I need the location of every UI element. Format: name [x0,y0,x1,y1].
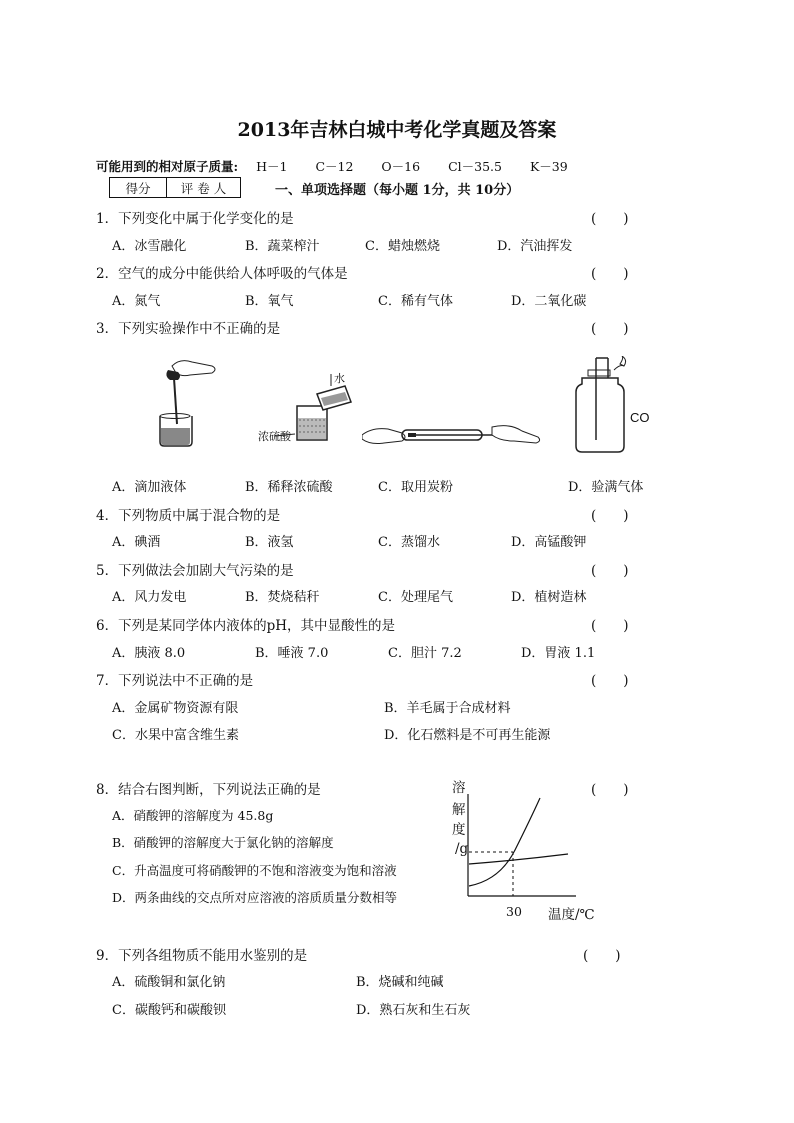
q1-stem: 1．下列变化中属于化学变化的是 [96,211,294,227]
q8-option-c: C．升高温度可将硝酸钾的不饱和溶液变为饱和溶液 [112,863,397,878]
q7-option-c: C．水果中富含维生素 [112,728,239,743]
q6-option-d: D．胃液 1.1 [521,646,596,661]
mass-cl: Cl－35.5 [448,159,502,174]
q1-option-b: B．蔬菜榨汁 [245,239,320,254]
q1-option-a: A．冰雪融化 [112,239,187,254]
q9-option-a: A．硫酸铜和氯化钠 [112,975,226,990]
q2-option-b: B．氧气 [245,294,294,309]
q6-option-a: A．胰液 8.0 [112,646,186,661]
graph-x-tick-30: 30 [506,904,522,919]
graph-ylabel-4: /g [455,841,469,857]
curve-sodium-chloride [469,854,568,864]
q1-answer-blank: ( ) [591,211,629,227]
q5-option-d: D．植树造林 [511,590,587,605]
q6-stem: 6．下列是某同学体内液体的pH，其中显酸性的是 [96,618,396,634]
q9-stem: 9．下列各组物质不能用水鉴别的是 [96,948,308,964]
mass-h: H－1 [256,159,288,174]
score-box [109,177,241,198]
q5-option-b: B．焚烧秸秆 [245,590,320,605]
label-conc-acid: 浓硫酸 [258,430,291,443]
q3-option-b: B．稀释浓硫酸 [245,480,333,495]
section-title: 一、单项选择题（每小题 1分，共 10分） [275,183,520,198]
atomic-mass-line [96,157,592,175]
figure-c-taking-carbon-powder [362,415,542,455]
q1-option-c: C．蜡烛燃烧 [365,239,440,254]
q7-option-d: D．化石燃料是不可再生能源 [384,728,551,743]
q9-option-d: D．熟石灰和生石灰 [356,1003,471,1018]
q4-answer-blank: ( ) [591,508,629,524]
q6-option-b: B．唾液 7.0 [255,646,329,661]
q2-option-d: D．二氧化碳 [511,294,587,309]
q4-option-c: C．蒸馏水 [378,535,440,550]
q3-option-c: C．取用炭粉 [378,480,453,495]
q5-answer-blank: ( ) [591,563,629,579]
q3-answer-blank: ( ) [591,321,629,337]
score-label: 得分 [110,178,167,197]
q9-option-b: B．烧碱和纯碱 [356,975,444,990]
q5-option-a: A．风力发电 [112,590,187,605]
q9-answer-blank: ( ) [583,948,621,964]
q5-option-c: C．处理尾气 [378,590,453,605]
q8-stem: 8．结合右图判断，下列说法正确的是 [96,782,321,798]
q2-answer-blank: ( ) [591,266,629,282]
q5-stem: 5．下列做法会加剧大气污染的是 [96,563,294,579]
graph-xlabel: 温度/℃ [548,907,595,923]
q6-option-c: C．胆汁 7.2 [388,646,462,661]
q9-option-c: C．碳酸钙和碳酸钡 [112,1003,226,1018]
q2-stem: 2．空气的成分中能供给人体呼吸的气体是 [96,266,348,282]
mass-c: C－12 [315,159,354,174]
graph-ylabel-1: 溶 [452,780,466,796]
q7-option-b: B．羊毛属于合成材料 [384,701,511,716]
q8-option-b: B．硝酸钾的溶解度大于氯化钠的溶解度 [112,835,334,850]
solubility-graph [460,790,580,902]
q2-option-a: A．氮气 [112,294,161,309]
q8-option-d: D．两条曲线的交点所对应溶液的溶质质量分数相等 [112,890,398,905]
q3-stem: 3．下列实验操作中不正确的是 [96,321,281,337]
q4-option-d: D．高锰酸钾 [511,535,587,550]
label-water: 水 [334,372,345,385]
mass-o: O－16 [381,159,421,174]
q6-answer-blank: ( ) [591,618,629,634]
q7-answer-blank: ( ) [591,673,629,689]
figure-a-dropping-liquid [150,358,220,448]
page-title: 2013年吉林白城中考化学真题及答案 [237,119,557,141]
label-co: CO [630,410,650,425]
q8-answer-blank: ( ) [591,782,629,798]
curve-potassium-nitrate [469,798,540,886]
q7-stem: 7．下列说法中不正确的是 [96,673,254,689]
atomic-mass-label: 可能用到的相对原子质量: [96,159,239,174]
q3-option-a: A．滴加液体 [112,480,187,495]
q4-option-b: B．液氢 [245,535,294,550]
q3-option-d: D．验满气体 [568,480,644,495]
figure-d-gas-bottle [570,356,630,456]
q8-option-a: A．硝酸钾的溶解度为 45.8g [112,808,274,823]
q4-option-a: A．碘酒 [112,535,161,550]
q7-option-a: A．金属矿物资源有限 [112,701,239,716]
graph-ylabel-2: 解 [452,802,466,818]
graph-ylabel-3: 度 [452,822,466,838]
q1-option-d: D．汽油挥发 [497,239,573,254]
q2-option-c: C．稀有气体 [378,294,453,309]
q4-stem: 4．下列物质中属于混合物的是 [96,508,281,524]
grader-label: 评 卷 人 [180,180,227,196]
mass-k: K－39 [529,159,568,174]
